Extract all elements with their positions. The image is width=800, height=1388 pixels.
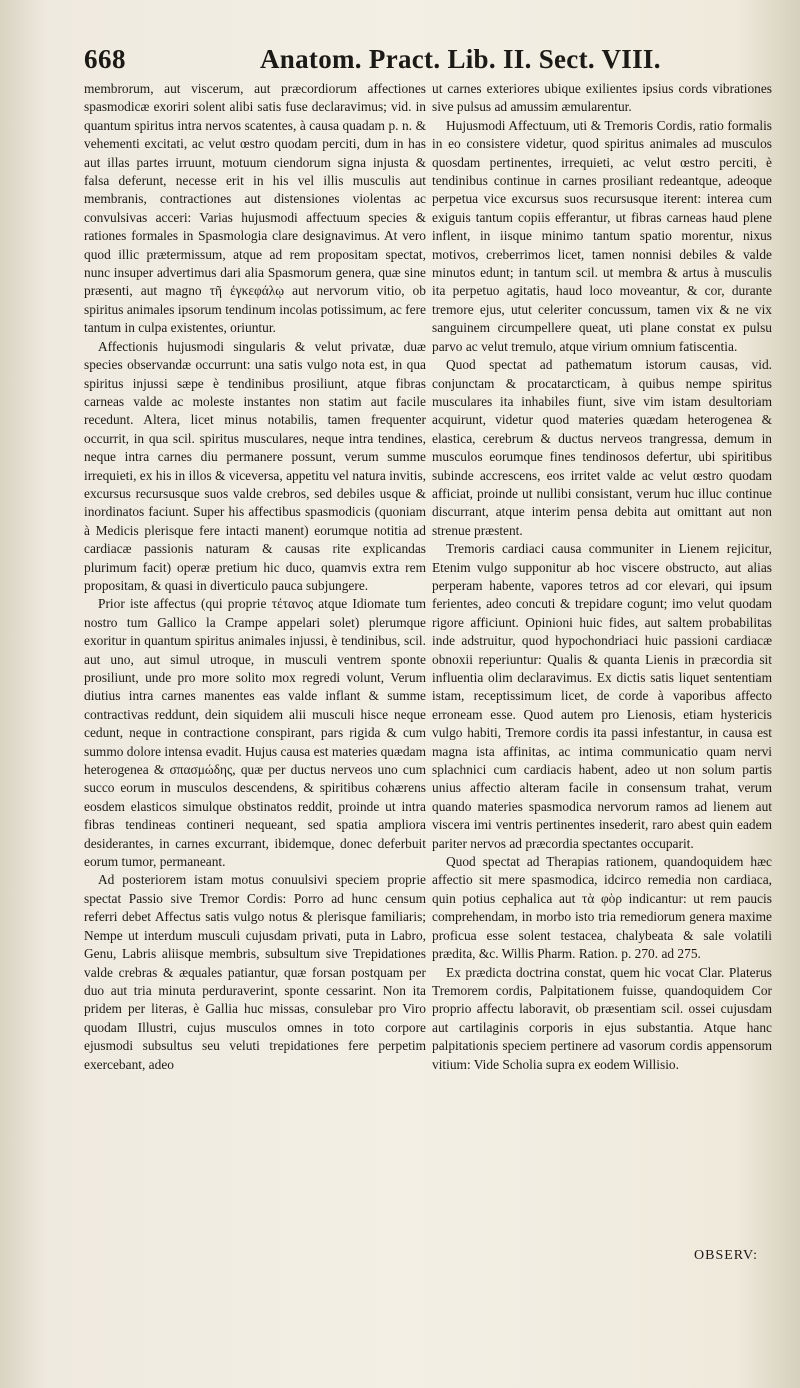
paragraph: Tremoris cardiaci causa communiter in Lienem rejicitur, Etenim vulgo supponitur ab hoc viscere obstructo, aut alias perperam habente, vapores tetros ad cor elevari, qui ipsum ferientes, adeo concuti & trepidare cogunt; imo velut quodam rigore afficiunt. Opinioni huic fides, aut saltem probabilitas inde adstruitur, quod hypochondriaci huic passioni cardiacæ obnoxii reperiuntur: Qualis & quanta Lienis in præcordia sit influentia olim declaravimus. Ex dictis satis liquet sententiam istam, receptissimum licet, de corde à vaporibus affecto erroneam esse. Quod autem pro Lienosis, etiam hystericis vulgo habiti, Tremore cordis ita passi infestantur, in causa est magna ista affinitas, ac intima communicatio quam nervi splachnici cum cardiacis habent, adeo ut non solum partis unius affectio alteram facile in consensum trahat, verum quando materies spasmodica nervorum ramos ad lienem aut viscera imi ventris pertinentes insederit, raro abest quin eadem pariter nervos ad præcordia spectantes occuparit. bbox=[432, 541, 772, 851]
paragraph: Hujusmodi Affectuum, uti & Tremoris Cordis, ratio formalis in eo consistere videtur, quod spiritus animales ad musculos quosdam pertinentes, irrequieti, ac velut œstro perciti, è tendinibus continue in carnes prosiliant redeantque, adeoque perpetua vice excursus suos recursusque iterent: interea cum exiguis tantum copiis efferantur, ut fibras carneas haud plene inflent, in iisque minimo tantum spatio morentur, nixus motivos, creberrimos licet, tamen nonnisi debiles & valde minutos edunt; in tantum scil. ut membra & artus à musculis ita perpetuo agitatis, haud loco moveantur, & cor, durante tremore ejus, utut celeriter concussum, tamen vix & ne vix sanguinem circumpellere queat, uti plane constat ex pulsu parvo ac velut tremulo, atque virium omnium fatiscentia. bbox=[432, 117, 772, 354]
page-header bbox=[84, 44, 774, 80]
paragraph: Prior iste affectus (qui proprie τέτανος atque Idiomate tum nostro tum Gallico la Crampe appelari solet) plerumque exoritur in quantum spiritus animales injussi, è tendinibus, scil. aut uno, aut simul utroque, in musculi ventrem sponte prosiliunt, unde pro more solito mox regredi volunt, Verum diutius intra carnes manentes eas valde inflant & summe contractivas reddunt, dein siquidem alii musculi hisce neque cedunt, neque in contractione conspirant, pars rigida & cum summo dolore intensa evadit. Hujus causa est materies quædam heterogenea & σπασμώδης, quæ per ductus nerveos uno cum succo eorum in musculos descendens, & spiritibus cohærens eosdem elasticos simulque obstinatos reddit, proinde ut intra fibras tendineas contineri nequeant, sed spatia ampliora desiderantes, in carnes excurrant, ibidemque, donec deferbuit eorum tumor, permaneant. bbox=[84, 596, 426, 870]
paragraph: ut carnes exteriores ubique exilientes ipsius cords vibrationes sive pulsus ad amussim æmularentur. bbox=[432, 81, 772, 115]
paragraph: Quod spectat ad pathematum istorum causas, vid. conjunctam & procatarcticam, à quibus nempe spiritus musculares ita inhabiles fiunt, sive vim istam desultoriam acquirunt, videtur quod materies quædam heterogenea & elastica, cerebrum & ductus nerveos trangressa, demum in musculos eorumque fines tendinosos defertur, ubi spiritibus subinde accrescens, eos irritet valde ac velut œstro quodam afficiat, proinde ut nullibi consistant, verum huc illuc continue discurrant, atque interim pensa debita aut omittant aut non strenue præstent. bbox=[432, 357, 772, 538]
running-title: Anatom. Pract. Lib. II. Sect. VIII. bbox=[260, 44, 661, 74]
page-number: 668 bbox=[84, 44, 126, 74]
right-column bbox=[432, 80, 772, 1074]
left-column bbox=[84, 80, 426, 1074]
paragraph: Quod spectat ad Therapias rationem, quandoquidem hæc affectio sit mere spasmodica, idcirco remedia non cardiaca, quin potius cephalica aut τὰ φὸρ indicantur: ut rem paucis comprehendam, in morbo isto tria remediorum genera maxime proficua esse solent testacea, chalybeata & sale volatili prædita, &c. Willis Pharm. Ration. p. 270. ad 275. bbox=[432, 854, 772, 962]
catchword: OBSERV: bbox=[694, 1248, 758, 1263]
paragraph: Ex prædicta doctrina constat, quem hic vocat Clar. Platerus Tremorem cordis, Palpitationem fuisse, quandoquidem Cor proprio affectu laboravit, ob præsentiam scil. ossei cujusdam aut cartilaginis corporis in ejus substantia. Atque hanc palpitationis speciem pertinere ad vasorum cordis appensorum vitium: Vide Scholia supra ex eodem Willisio. bbox=[432, 964, 772, 1072]
paragraph: Ad posteriorem istam motus conuulsivi speciem proprie spectat Passio sive Tremor Cordis: Porro ad hunc censum referri debet Affectus satis vulgo notus & plerisque familiaris; Nempe ut interdum musculi cujusdam privati, puta in Labro, Genu, Labris aliisque membris, subsultum sive Trepidationes valde crebras & æquales patiantur, quæ forsan postquam per duo aut tria minuta perduraverint, sponte cessarint. Non ita pridem per literas, è Gallia huc missas, consulebar pro Viro quodam Illustri, cujus musculos omnes in toto corpore ejusmodi subsultus seu veluti trepidationes fere perpetim exercebant, adeo bbox=[84, 872, 426, 1072]
paragraph: membrorum, aut viscerum, aut præcordiorum affectiones spasmodicæ exoriri solent alibi satis fuse declaravimus; vid. in quantum spiritus intra nervos scatentes, à causa quadam p. n. & vehementi excitati, ac velut œstro quodam perciti, dum in has aut illas partes irruunt, motuum ciendorum signa injusta & falsa deferunt, necesse erit in his vel illis musculis aut membranis, contractiones aut distensiones violentas ac convulsivas acceri: Varias hujusmodi affectuum species & rationes formales in Spasmologia clare designavimus. At vero quod illic prætermissum, atque ad rem propositam spectat, nunc insuper advertimus dari alia Spasmorum genera, quæ sine præsenti, aut magno τῆ ἐγκεφάλῳ aut nervorum vitio, ob spiritus animales ipsorum tendinum incolas potissimum, ac fere tantum in culpa existentes, oriuntur. bbox=[84, 81, 426, 336]
paragraph: Affectionis hujusmodi singularis & velut privatæ, duæ species observandæ occurrunt: una satis vulgo nota est, in qua spiritus injussi sæpe è tendinibus prosiliunt, atque fibras carneas valde ac moleste instantes non statim aut facile recedunt. Altera, licet minus notabilis, tamen frequenter occurrit, in qua scil. spiritus musculares, neque intra tendines, neque intra carnes diu permanere possunt, verum summe irrequieti, ex his in illos & viceversa, appetitu vel natura invitis, excursus recursusque suos valde crebros, sed debiles usque & inordinatos faciunt. Super his affectibus spasmodicis (quoniam à Medicis plerisque fere intacti manent) eorumque notitia ad cardiacæ passionis naturam & causas rite explicandas plurimum facit) operæ pretium hic duco, quamvis extra rem propositam, & quasi in diverticulo pauca subjungere. bbox=[84, 338, 426, 593]
